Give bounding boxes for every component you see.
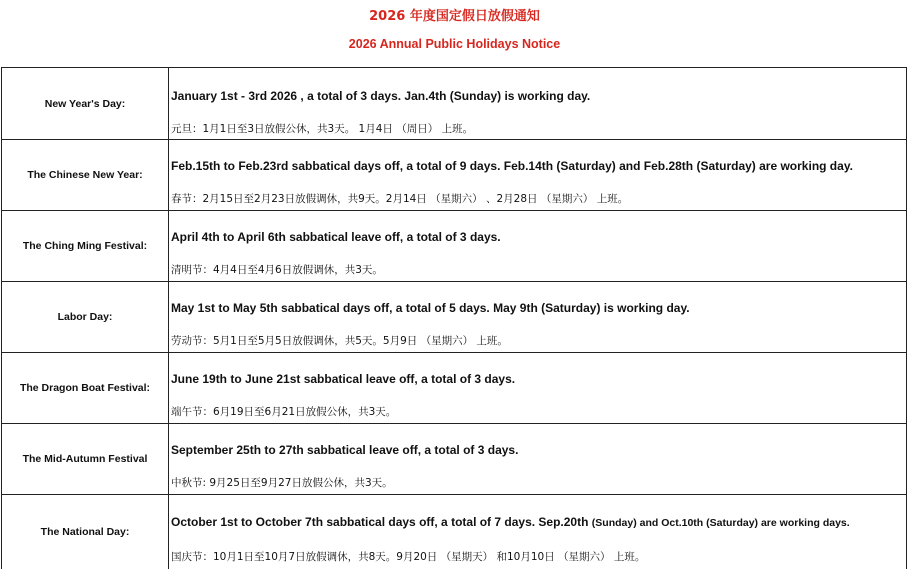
- notice-title-english: 2026 Annual Public Holidays Notice: [348, 37, 561, 51]
- table-row-new-years-day: [2, 68, 907, 140]
- table-row-ching-ming-festival: [2, 211, 907, 282]
- holiday-description-english: September 25th to 27th sabbatical leave off, a total of 3 days.: [171, 443, 519, 457]
- holiday-description-cell: [169, 211, 907, 281]
- holiday-description-english: April 4th to April 6th sabbatical leave off, a total of 3 days.: [171, 230, 501, 244]
- holiday-description-english: Feb.15th to Feb.23rd sabbatical days off, a total of 9 days. Feb.14th (Saturday) and Feb.28th (Saturday) are working day.: [171, 159, 853, 173]
- holiday-description-english: May 1st to May 5th sabbatical days off, a total of 5 days. May 9th (Saturday) is working day.: [171, 301, 690, 315]
- table-row-national-day: [2, 495, 907, 569]
- holiday-description-english-main: October 1st to October 7th sabbatical days off, a total of 7 days. Sep.20th: [171, 515, 592, 529]
- holiday-description-chinese: 中秋节: 9月25日至9月27日放假公休，共3天。: [171, 477, 393, 489]
- holiday-name: The National Day:: [40, 526, 130, 538]
- holiday-name-cell: [2, 424, 169, 494]
- holiday-name-cell: [2, 353, 169, 423]
- table-row-chinese-new-year: [2, 140, 907, 211]
- holiday-name-cell: [2, 282, 169, 352]
- notice-title-chinese: 2026 年度国定假日放假通知: [369, 9, 540, 24]
- holiday-name-cell: [2, 211, 169, 281]
- holiday-description-cell: [169, 140, 907, 210]
- table-row-labor-day: [2, 282, 907, 353]
- holiday-description-cell: [169, 424, 907, 494]
- holiday-description-chinese: 春节：2月15日至2月23日放假调休，共9天。2月14日 （星期六） 、2月28日 （星期六） 上班。: [171, 193, 629, 205]
- holiday-description-english: [171, 515, 850, 530]
- holiday-name: The Mid-Autumn Festival: [22, 453, 148, 465]
- holiday-description-cell: [169, 353, 907, 423]
- holiday-name-cell: [2, 495, 169, 569]
- holiday-description-chinese: 端午节：6月19日至6月21日放假公休，共3天。: [171, 406, 397, 418]
- holiday-name: The Ching Ming Festival:: [22, 240, 148, 252]
- holiday-description-english: June 19th to June 21st sabbatical leave off, a total of 3 days.: [171, 372, 516, 386]
- holiday-table: [1, 67, 907, 569]
- holiday-name: Labor Day:: [57, 311, 113, 323]
- holiday-description-english: January 1st - 3rd 2026 , a total of 3 days. Jan.4th (Sunday) is working day.: [171, 89, 591, 103]
- holiday-description-chinese: 劳动节：5月1日至5月5日放假调休，共5天。5月9日 （星期六） 上班。: [171, 335, 508, 347]
- holiday-description-cell: [169, 282, 907, 352]
- holiday-description-english-small: (Sunday) and Oct.10th (Saturday) are working days.: [591, 517, 850, 529]
- holiday-name-cell: [2, 68, 169, 139]
- holiday-description-cell: [169, 68, 907, 139]
- holiday-name: The Dragon Boat Festival:: [19, 382, 151, 394]
- holiday-description-chinese: 国庆节：10月1日至10月7日放假调休，共8天。9月20日 （星期天） 和10月10日 （星期六） 上班。: [171, 551, 646, 563]
- holiday-description-cell: [169, 495, 907, 569]
- holiday-name: The Chinese New Year:: [27, 169, 143, 181]
- table-row-mid-autumn-festival: [2, 424, 907, 495]
- holiday-description-chinese: 清明节：4月4日至4月6日放假调休，共3天。: [171, 264, 383, 276]
- holiday-name: New Year's Day:: [44, 97, 126, 110]
- holiday-description-chinese: 元旦：1月1日至3日放假公休，共3天。 1月4日 （周日） 上班。: [171, 123, 474, 135]
- table-row-dragon-boat-festival: [2, 353, 907, 424]
- holiday-name-cell: [2, 140, 169, 210]
